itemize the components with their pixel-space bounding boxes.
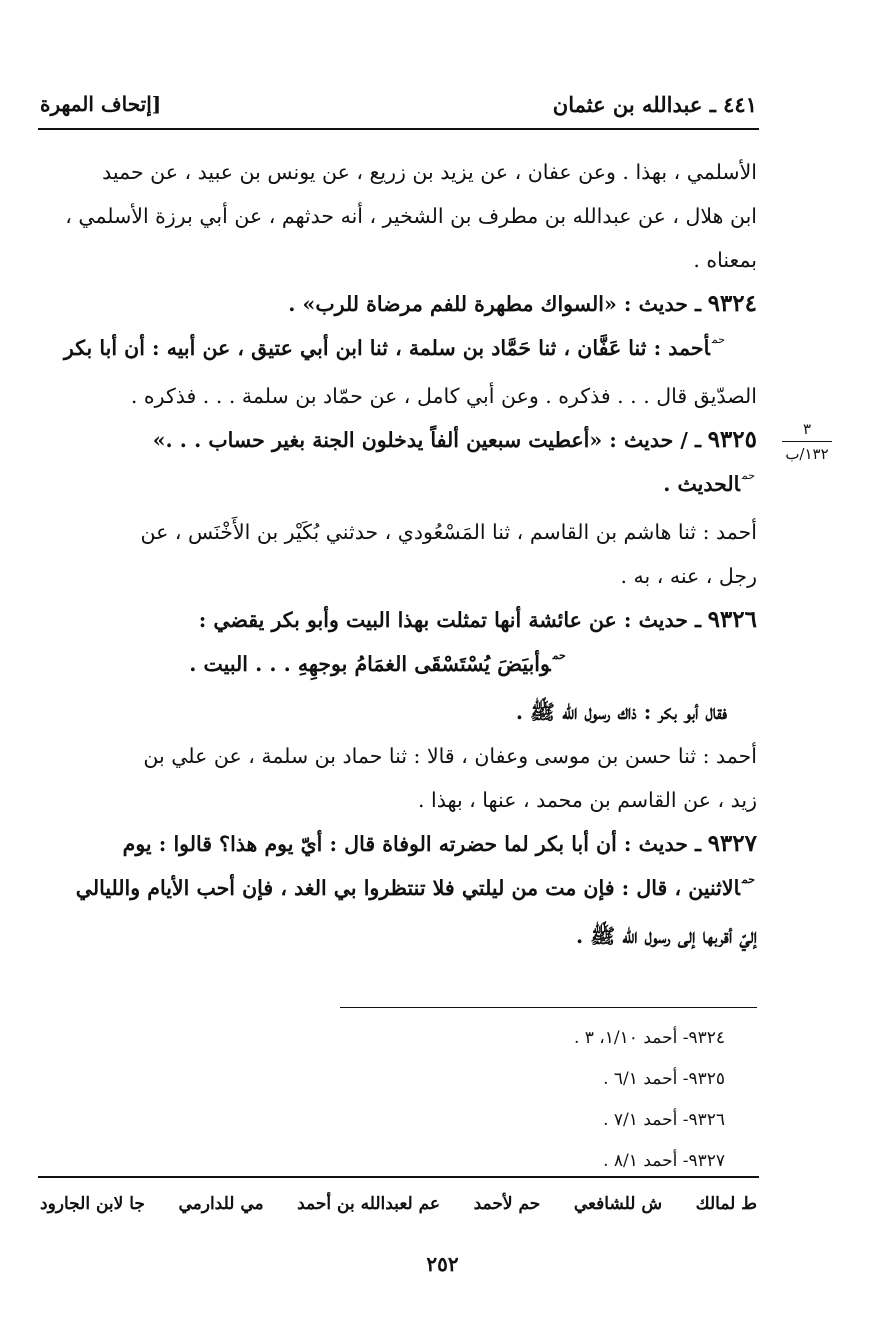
footnote: ٩٣٢٦- أحمد ٧/١ .: [603, 1110, 725, 1130]
abbreviations-key: [40, 1194, 757, 1214]
source-siglum: حم: [741, 873, 755, 886]
hadith-9324-heading: [40, 282, 757, 326]
abbreviation: جا لابن الجارود: [40, 1194, 145, 1214]
margin-note-top: ٣: [802, 420, 812, 438]
text-line: الأسلمي ، بهذا . وعن عفان ، عن يزيد بن زريع ، عن يونس بن عبيد ، عن حميد: [102, 160, 757, 184]
verse-text: وأبيَضَ يُسْتَسْقَى الغمَامُ بوجهِهِ . . . البيت .: [189, 652, 551, 676]
margin-note: [772, 420, 842, 463]
hadith-9325-head2: [40, 462, 757, 510]
hadith-number: ٩٣٢٧: [707, 830, 757, 857]
text-line: أحمد : ثنا حسن بن موسى وعفان ، قالا : ثنا حماد بن سلمة ، عن علي بن: [143, 744, 757, 768]
text-line: الصدّيق قال . . . فذكره . وعن أبي كامل ، عن حمّاد بن سلمة . . . فذكره .: [130, 384, 757, 408]
source-siglum: حم: [741, 469, 755, 482]
text-line: رجل ، عنه ، به .: [620, 564, 757, 588]
hadith-9327-heading: [40, 822, 757, 866]
abbreviation: عم لعبدالله بن أحمد: [297, 1194, 441, 1214]
hadith-9325-heading: [40, 418, 757, 462]
footnote: ٩٣٢٤- أحمد ١/١٠، ٣ .: [573, 1028, 725, 1048]
hadith-head: الحديث .: [663, 472, 740, 496]
hadith-head: ـ / حديث : «أعطيت سبعين ألفاً يدخلون الجنة بغير حساب . . .»: [152, 428, 702, 452]
page-number: ٢٥٢: [426, 1252, 459, 1276]
source-siglum: حم: [711, 333, 725, 346]
text-line: أحمد : ثنا هاشم بن القاسم ، ثنا المَسْعُودي ، حدثني بُكَيْر بن الأَخْنَس ، عن: [140, 520, 757, 544]
book-title: [إتحاف المهرة: [40, 92, 162, 116]
header-divider: [38, 128, 759, 130]
text-line: زيد ، عن القاسم بن محمد ، عنها ، بهذا .: [418, 788, 757, 812]
poetry-verse: [40, 642, 757, 690]
abbreviation: حم لأحمد: [473, 1194, 541, 1214]
hadith-9324-text: [40, 326, 757, 374]
abbreviation: ط لمالك: [695, 1194, 757, 1214]
hadith-number: ٩٣٢٦: [707, 606, 757, 633]
footnotes: [574, 1018, 725, 1182]
hadith-number: ٩٣٢٥: [707, 426, 757, 453]
text-line: ابن هلال ، عن عبدالله بن مطرف بن الشخير ، أنه حدثهم ، عن أبي برزة الأسلمي ،: [65, 204, 757, 228]
margin-note-line: [782, 441, 832, 442]
main-text: [40, 150, 757, 958]
text-line: إليّ أقربها إلى رسول الله ﷺ .: [576, 924, 757, 948]
footnote: ٩٣٢٧- أحمد ٨/١ .: [603, 1151, 725, 1171]
text-line: فقال أبو بكر : ذاك رسول الله ﷺ .: [515, 700, 727, 724]
running-header: [40, 86, 757, 126]
hadith-head: ـ حديث : «السواك مطهرة للفم مرضاة للرب» .: [288, 292, 702, 316]
hadith-head: ـ حديث : عن عائشة أنها تمثلت بهذا البيت وأبو بكر يقضي :: [198, 608, 702, 632]
footnote-divider: [340, 1007, 757, 1008]
hadith-number: ٩٣٢٤: [707, 290, 757, 317]
abbreviations-divider: [38, 1176, 759, 1178]
footnote: ٩٣٢٥- أحمد ٦/١ .: [603, 1069, 725, 1089]
hadith-9326-heading: [40, 598, 757, 642]
hadith-text: أحمد : ثنا عَفَّان ، ثنا حَمَّاد بن سلمة ، ثنا ابن أبي عتيق ، عن أبيه : أن أبا بكر: [63, 336, 710, 360]
hadith-head: ـ حديث : أن أبا بكر لما حضرته الوفاة قال : أيّ يوم هذا؟ قالوا : يوم: [122, 832, 702, 856]
hadith-9327-line2: [40, 866, 757, 914]
abbreviation: ش للشافعي: [573, 1194, 663, 1214]
chapter-title: ٤٤١ ـ عبدالله بن عثمان: [552, 92, 757, 117]
source-siglum: حم: [552, 649, 566, 662]
margin-note-bottom: ١٣٢/ب: [785, 445, 829, 463]
hadith-text: الاثنين ، قال : فإن مت من ليلتي فلا تنتظروا بي الغد ، فإن أحب الأيام والليالي: [75, 876, 740, 900]
abbreviation: مي للدارمي: [178, 1194, 264, 1214]
text-line: بمعناه .: [693, 248, 757, 272]
